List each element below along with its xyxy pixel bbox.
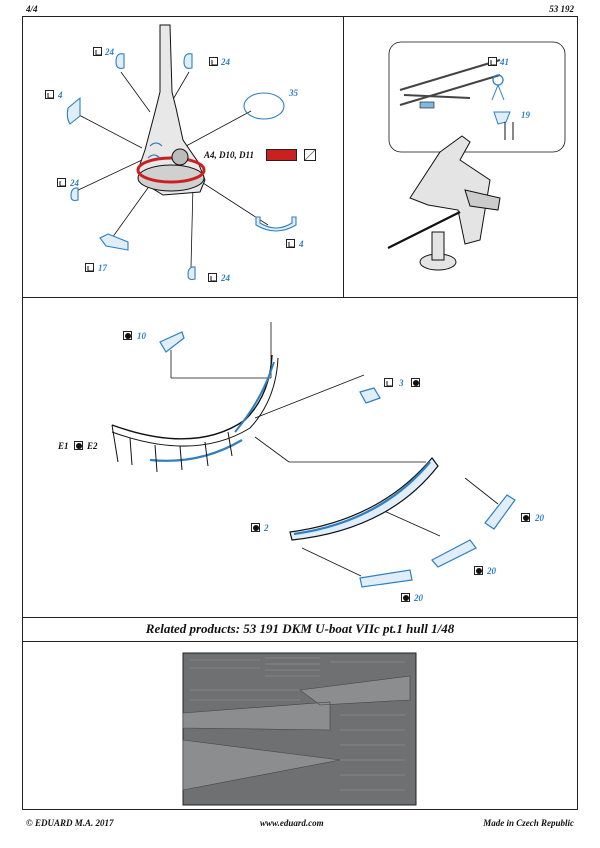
origin: Made in Czech Republic bbox=[483, 818, 574, 828]
part-label: 24 bbox=[105, 47, 114, 57]
paint-swatch-pattern bbox=[304, 149, 316, 161]
part-label: 2 bbox=[264, 523, 269, 533]
pe-fret-photo bbox=[183, 653, 416, 805]
page-number: 4/4 bbox=[26, 4, 38, 14]
part-label: 24 bbox=[221, 273, 230, 283]
bend-icon bbox=[85, 263, 94, 272]
website: www.eduard.com bbox=[260, 818, 324, 828]
bend-icon bbox=[286, 239, 295, 248]
half-etch-icon bbox=[401, 593, 410, 602]
part-label: 24 bbox=[70, 178, 79, 188]
gun-detail-callout bbox=[389, 42, 565, 152]
pe-parts-middle bbox=[160, 332, 515, 587]
half-etch-icon bbox=[74, 441, 83, 450]
railing-drawing bbox=[112, 355, 278, 472]
part-label: 19 bbox=[521, 110, 530, 120]
part-label: 41 bbox=[500, 57, 509, 67]
half-etch-icon bbox=[521, 513, 530, 522]
half-etch-icon bbox=[411, 378, 420, 387]
half-etch-icon bbox=[123, 331, 132, 340]
part-label: 10 bbox=[137, 331, 146, 341]
part-label: E2 bbox=[87, 441, 98, 451]
part-label: 4 bbox=[58, 90, 63, 100]
bend-icon bbox=[384, 378, 393, 387]
part-label: 17 bbox=[98, 263, 107, 273]
paint-swatch-red bbox=[266, 149, 297, 161]
part-label: 4 bbox=[299, 239, 304, 249]
part-label: E1 bbox=[58, 441, 69, 451]
bend-icon bbox=[208, 273, 217, 282]
part-label: 20 bbox=[535, 513, 544, 523]
bend-icon bbox=[93, 47, 102, 56]
paint-callout-parts: A4, D10, D11 bbox=[204, 150, 255, 160]
part-label: 24 bbox=[221, 57, 230, 67]
half-etch-icon bbox=[474, 566, 483, 575]
part-label: 20 bbox=[487, 566, 496, 576]
bend-icon bbox=[488, 57, 497, 66]
bend-icon bbox=[57, 178, 66, 187]
part-label: 3 bbox=[399, 378, 404, 388]
bend-icon bbox=[45, 90, 54, 99]
part-label: 20 bbox=[414, 593, 423, 603]
copyright: © EDUARD M.A. 2017 bbox=[26, 818, 114, 828]
gun-drawing bbox=[388, 136, 500, 270]
bend-icon bbox=[209, 57, 218, 66]
product-code: 53 192 bbox=[549, 4, 574, 14]
part-label: 35 bbox=[289, 88, 298, 98]
related-products: Related products: 53 191 DKM U-boat VIIc pt.1 hull 1/48 bbox=[145, 621, 455, 636]
half-etch-icon bbox=[251, 523, 260, 532]
turret-drawing bbox=[138, 25, 205, 195]
